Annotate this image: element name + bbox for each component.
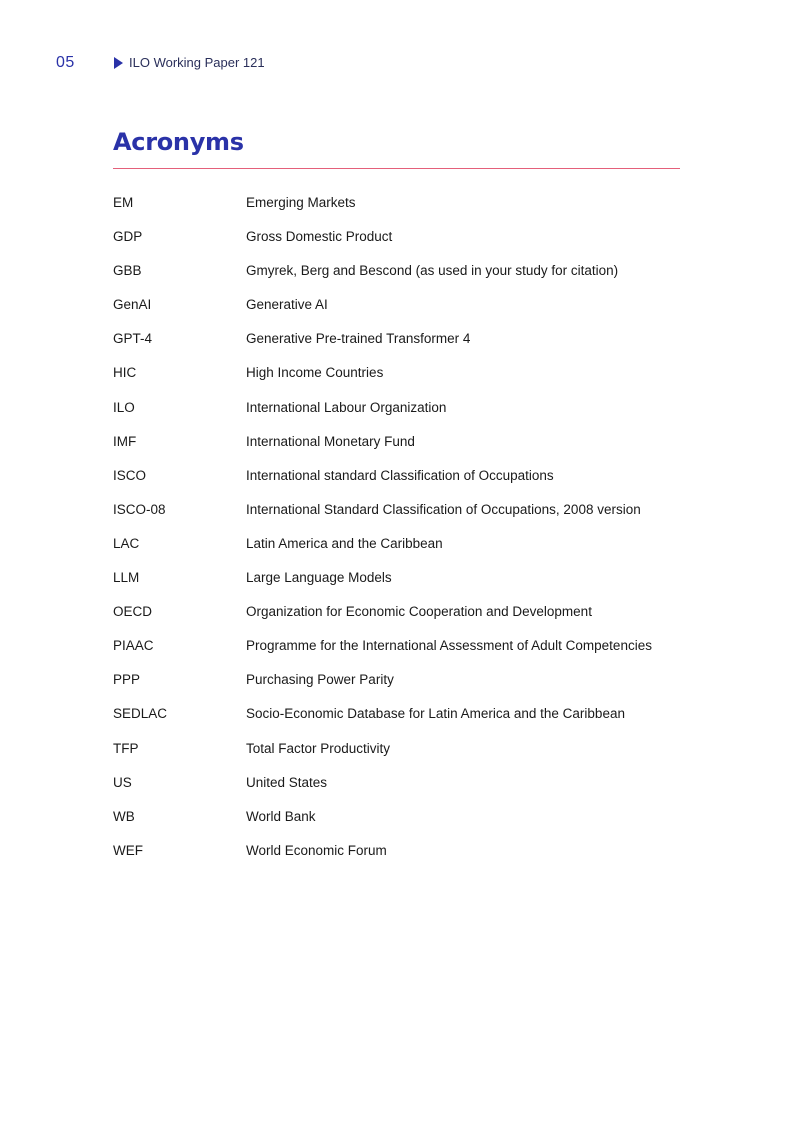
acronym-definition: Generative Pre-trained Transformer 4 (246, 331, 471, 347)
acronym-list (113, 193, 693, 875)
triangle-right-icon (114, 57, 123, 69)
acronym-definition: High Income Countries (246, 365, 384, 381)
acronym-definition: International Monetary Fund (246, 433, 415, 449)
acronym-definition: Generative AI (246, 297, 328, 313)
acronym-row (113, 636, 693, 670)
acronym-definition: International Standard Classification of Occupations, 2008 version (246, 501, 641, 517)
acronym-row (113, 500, 693, 534)
acronym-term: HIC (113, 365, 137, 381)
acronym-row (113, 807, 693, 841)
acronym-term: US (113, 774, 132, 790)
acronym-row (113, 704, 693, 738)
acronym-definition: International Labour Organization (246, 399, 447, 415)
acronym-term: PPP (113, 672, 141, 688)
page-number: 05 (56, 54, 75, 71)
acronym-definition: Socio-Economic Database for Latin America and the Caribbean (246, 706, 625, 722)
acronym-definition: Latin America and the Caribbean (246, 535, 443, 551)
acronym-term: TFP (113, 740, 139, 756)
acronym-term: GenAI (113, 297, 152, 313)
section-title: Acronyms (113, 128, 244, 156)
acronym-term: LLM (113, 570, 140, 586)
running-header (114, 55, 265, 70)
acronym-definition: Emerging Markets (246, 195, 356, 210)
acronym-definition: Large Language Models (246, 570, 392, 586)
title-divider (113, 168, 680, 169)
acronym-row (113, 261, 693, 295)
acronym-row (113, 568, 693, 602)
acronym-term: ILO (113, 399, 135, 415)
acronym-definition: World Economic Forum (246, 842, 387, 858)
acronym-definition: Programme for the International Assessment of Adult Competencies (246, 638, 652, 654)
acronym-term: WEF (113, 842, 143, 858)
acronym-row (113, 534, 693, 568)
acronym-definition: Purchasing Power Parity (246, 672, 394, 688)
acronym-definition: Organization for Economic Cooperation and Development (246, 604, 592, 620)
acronym-definition: United States (246, 774, 328, 790)
acronym-row (113, 193, 693, 227)
acronym-term: IMF (113, 433, 137, 449)
acronym-term: EM (113, 195, 134, 210)
acronym-row (113, 363, 693, 397)
acronym-row (113, 466, 693, 500)
acronym-term: ISCO-08 (113, 501, 166, 517)
acronym-definition: Gross Domestic Product (246, 229, 393, 245)
acronym-row (113, 432, 693, 466)
acronym-term: LAC (113, 535, 140, 551)
acronym-term: GDP (113, 229, 143, 245)
running-title: ILO Working Paper 121 (129, 55, 265, 70)
acronym-term: PIAAC (113, 638, 154, 654)
acronym-row (113, 841, 693, 875)
acronym-row (113, 773, 693, 807)
acronym-row (113, 329, 693, 363)
acronym-row (113, 602, 693, 636)
acronym-term: GPT-4 (113, 331, 153, 347)
acronym-row (113, 739, 693, 773)
acronym-term: ISCO (113, 467, 147, 483)
acronym-definition: World Bank (246, 808, 316, 824)
acronym-row (113, 295, 693, 329)
acronym-term: GBB (113, 263, 142, 279)
acronym-row (113, 670, 693, 704)
acronym-term: SEDLAC (113, 706, 168, 722)
acronym-definition: International standard Classification of Occupations (246, 467, 554, 483)
acronym-definition: Gmyrek, Berg and Bescond (as used in your study for citation) (246, 263, 619, 279)
acronym-row (113, 227, 693, 261)
acronym-row (113, 398, 693, 432)
acronym-definition: Total Factor Productivity (246, 740, 391, 756)
acronym-term: OECD (113, 604, 153, 620)
acronym-term: WB (113, 808, 135, 824)
